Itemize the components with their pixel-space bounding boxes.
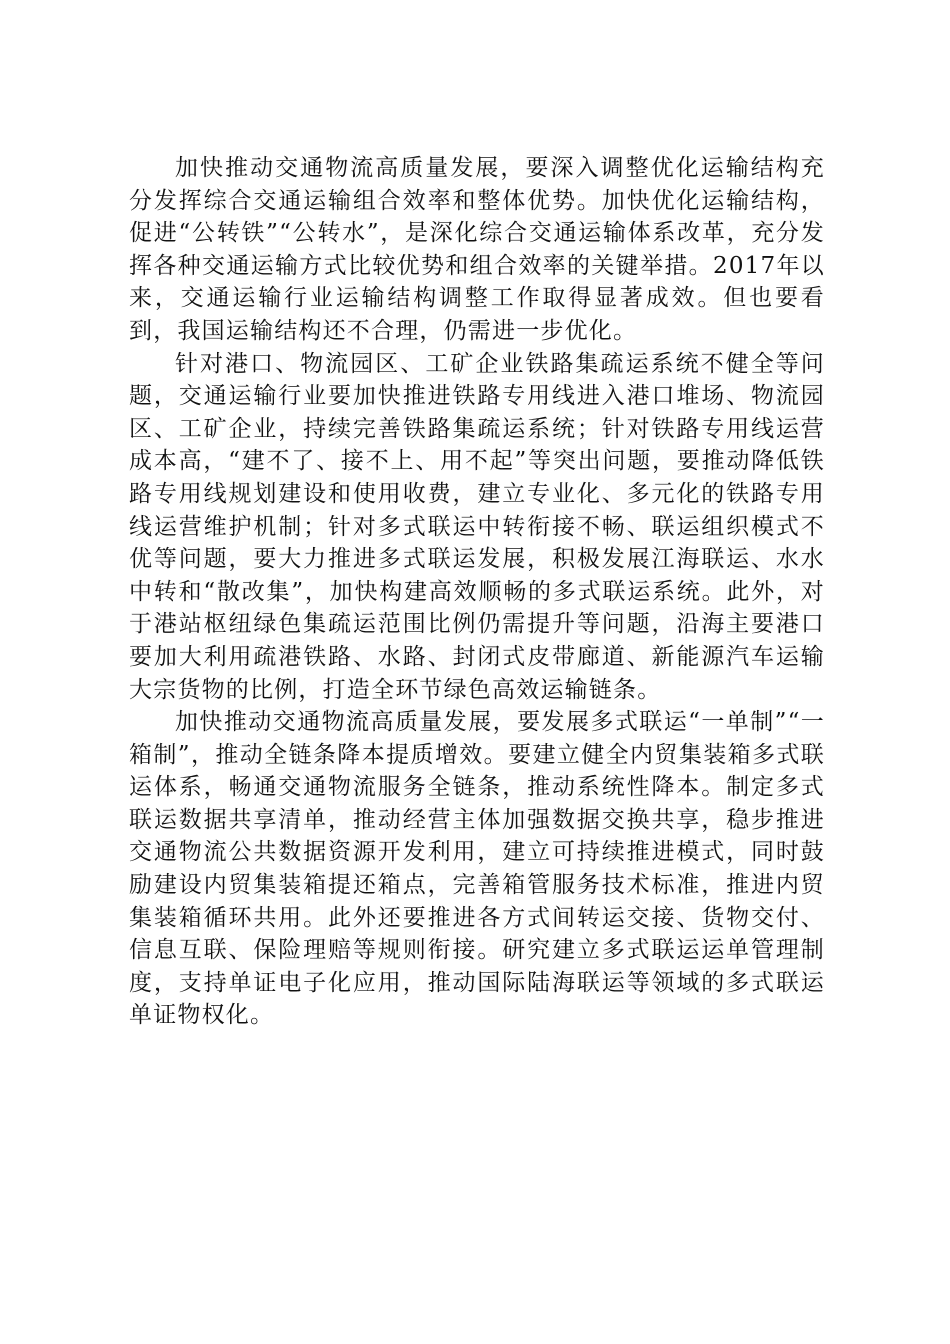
paragraph-3: 加快推动交通物流高质量发展，要发展多式联运“一单制”“一箱制”，推动全链条降本提质增效。要建立健全内贸集装箱多式联运体系，畅通交通物流服务全链条，推动系统性降本。制定多式联运数据共享清单，推动经营主体加强数据交换共享，稳步推进交通物流公共数据资源开发利用，建立可持续推进模式，同时鼓励建设内贸集装箱提还箱点，完善箱管服务技术标准，推进内贸集装箱循环共用。此外还要推进各方式间转运交接、货物交付、信息互联、保险理赔等规则衔接。研究建立多式联运运单管理制度，支持单证电子化应用，推动国际陆海联运等领域的多式联运单证物权化。 — [129, 709, 825, 1029]
paragraph-2: 针对港口、物流园区、工矿企业铁路集疏运系统不健全等问题，交通运输行业要加快推进铁路专用线进入港口堆场、物流园区、工矿企业，持续完善铁路集疏运系统；针对铁路专用线运营成本高，“建不了、接不上、用不起”等突出问题，要推动降低铁路专用线规划建设和使用收费，建立专业化、多元化的铁路专用线运营维护机制；针对多式联运中转衔接不畅、联运组织模式不优等问题，要大力推进多式联运发展，积极发展江海联运、水水中转和“散改集”，加快构建高效顺畅的多式联运系统。此外，对于港站枢纽绿色集疏运范围比例仍需提升等问题，沿海主要港口要加大利用疏港铁路、水路、封闭式皮带廊道、新能源汽车运输大宗货物的比例，打造全环节绿色高效运输链条。 — [129, 350, 825, 703]
paragraph-1: 加快推动交通物流高质量发展，要深入调整优化运输结构充分发挥综合交通运输组合效率和整体优势。加快优化运输结构，促进“公转铁”“公转水”，是深化综合交通运输体系改革，充分发挥各种交通运输方式比较优势和组合效率的关键举措。2017年以来，交通运输行业运输结构调整工作取得显著成效。但也要看到，我国运输结构还不合理，仍需进一步优化。 — [129, 155, 825, 344]
document-body — [129, 152, 825, 1032]
